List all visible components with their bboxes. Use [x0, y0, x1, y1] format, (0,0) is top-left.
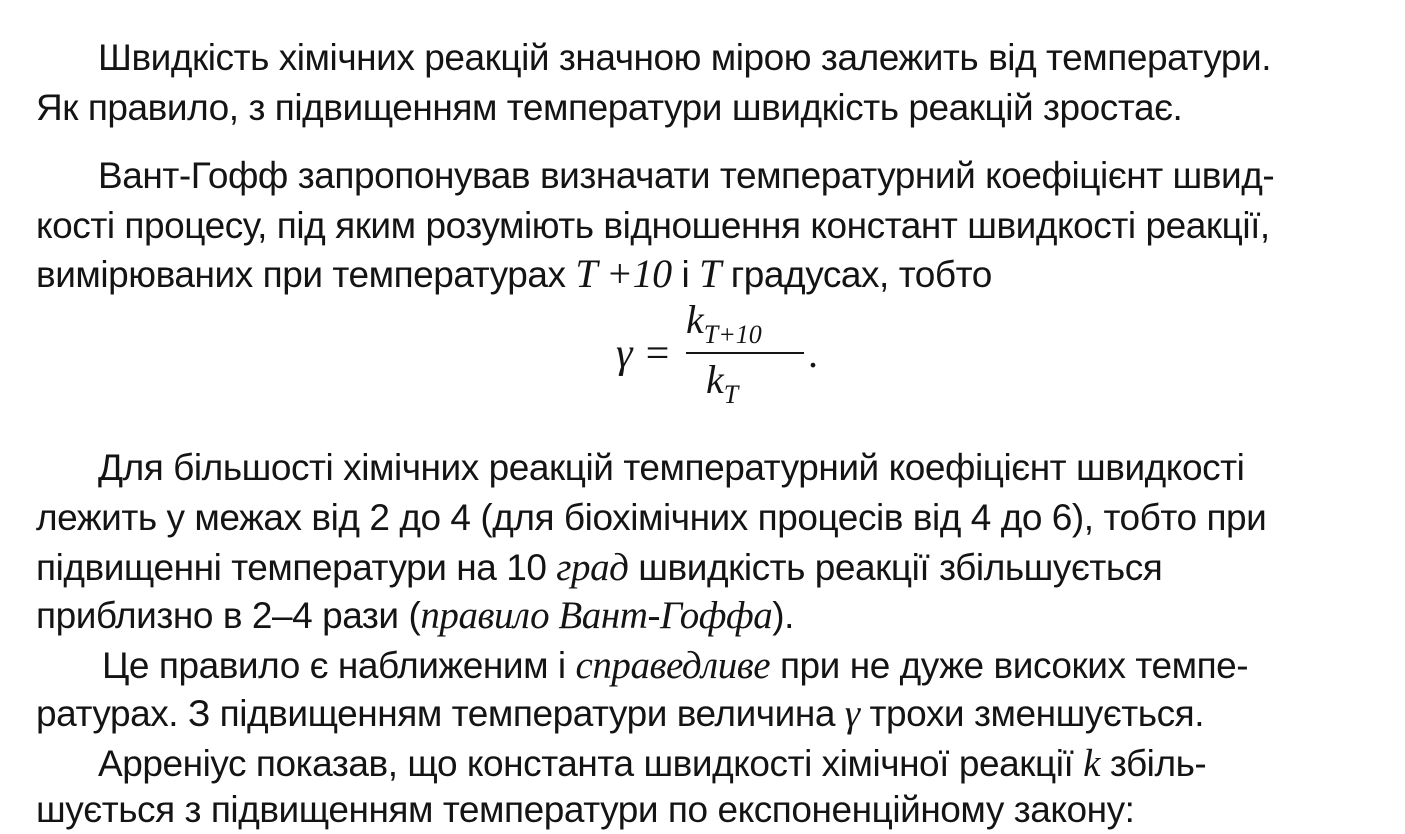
p3-line-3-text-pre: підвищенні температури на 10 — [36, 547, 557, 588]
formula-period: . — [808, 331, 818, 376]
numerator-k: k — [686, 297, 704, 342]
denominator-k: k — [706, 357, 724, 402]
p4-line-1 — [102, 642, 1388, 690]
p5-line-2: шується з підвищенням температури по експоненційному закону: — [36, 789, 1135, 830]
vant-hoff-formula — [616, 296, 876, 416]
p3-line-3 — [36, 544, 1388, 592]
italic-grad: град — [556, 546, 629, 589]
math-t-plus-10: T +10 — [575, 251, 672, 296]
p3-line-4-text-post: ). — [772, 595, 794, 636]
formula-lhs: γ = — [616, 331, 672, 377]
p4-line-1-text-pre: Це правило є наближеним і — [102, 645, 576, 686]
p2-line-1: Вант-Гофф запропонував визначати температурний коефіцієнт швид- — [98, 155, 1275, 196]
p3-line-3-text-post: швидкість реакції збільшується — [628, 547, 1163, 588]
p1-line-1: Швидкість хімічних реакцій значною мірою залежить від температури. — [98, 37, 1272, 78]
p1-line-2: Як правило, з підвищенням температури швидкість реакцій зростає. — [36, 87, 1183, 128]
p3-line-4-text-pre: приблизно в 2–4 рази ( — [36, 595, 421, 636]
fraction-bar — [686, 352, 804, 354]
p2-line-3-text-post: градусах, тобто — [720, 254, 992, 295]
math-t: T — [699, 251, 721, 296]
p2-line-3-text-mid: і — [671, 254, 700, 295]
p3-line-2: лежить у межах від 2 до 4 (для біохімічних процесів від 4 до 6), тобто при — [36, 497, 1267, 538]
p2-line-3 — [36, 250, 1388, 298]
italic-gamma: γ — [844, 692, 860, 735]
p2-line-2: кості процесу, під яким розуміють відношення констант швидкості реакції, — [36, 205, 1270, 246]
p4-line-2-text-post: трохи зменшується. — [859, 693, 1205, 734]
p5-line-1-text-pre: Арреніус показав, що константа швидкості хімічної реакції — [98, 743, 1084, 784]
formula-denominator — [706, 356, 796, 409]
formula-numerator — [686, 296, 806, 349]
italic-rule-name: правило Вант-Гоффа — [420, 594, 773, 637]
italic-fair: справедливе — [575, 644, 771, 687]
p4-line-1-text-post: при не дуже високих темпе- — [770, 645, 1249, 686]
p2-line-3-text-pre: вимірюваних при температурах — [36, 254, 576, 295]
p3-line-4 — [36, 592, 1388, 640]
italic-k: k — [1083, 742, 1101, 785]
p5-line-1 — [98, 740, 1388, 788]
p3-line-1: Для більшості хімічних реакцій температурний коефіцієнт швидкості — [98, 447, 1245, 488]
p4-line-2-text-pre: ратурах. З підвищенням температури величина — [36, 693, 845, 734]
p5-line-1-text-post: збіль- — [1100, 743, 1207, 784]
p4-line-2 — [36, 690, 1388, 738]
denominator-subscript: T — [723, 380, 739, 409]
numerator-subscript: T+10 — [703, 320, 762, 349]
